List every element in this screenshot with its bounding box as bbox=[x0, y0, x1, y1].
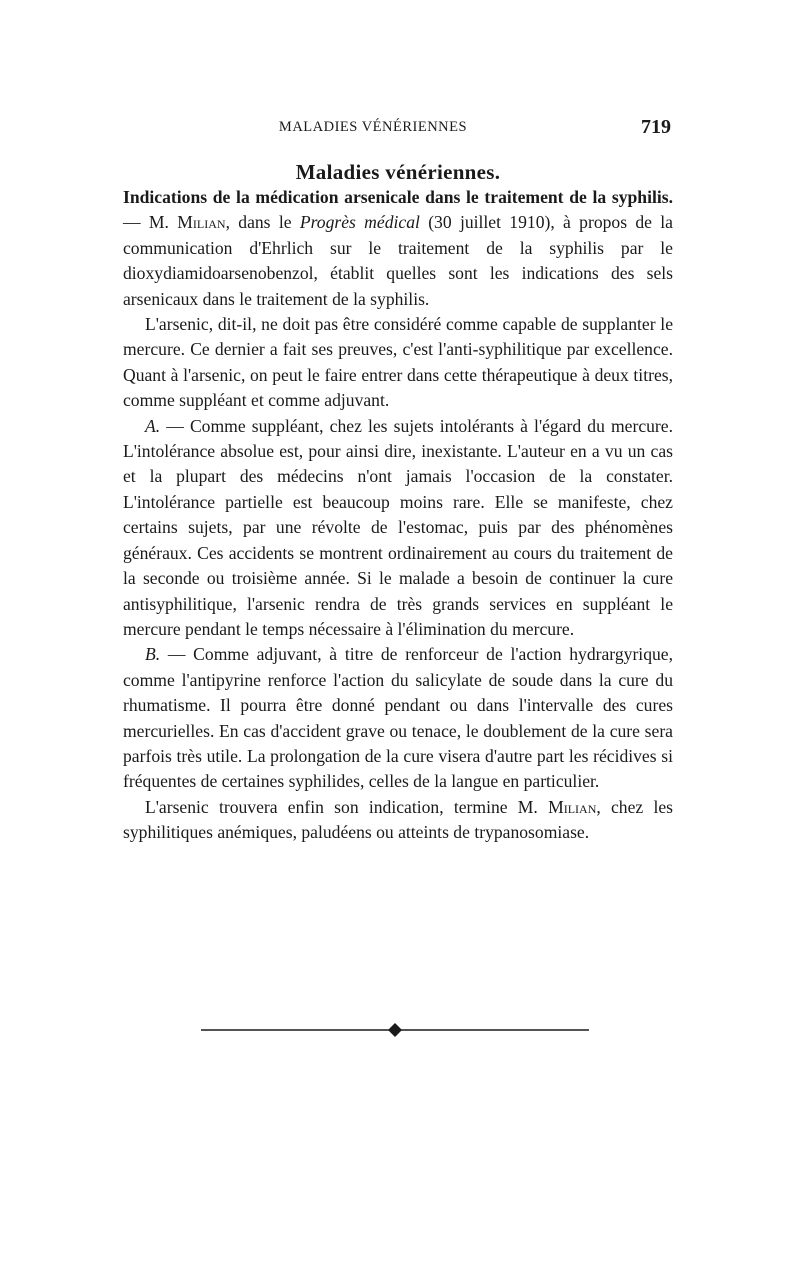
intro-text-1: , dans le bbox=[225, 212, 300, 233]
paragraph-a bbox=[123, 414, 673, 643]
paragraph-conclusion bbox=[123, 795, 673, 846]
paragraph-b-label: B. bbox=[145, 644, 161, 665]
paragraph-a-text: — Comme suppléant, chez les sujets intolérants à l'égard du mercure. L'intolérance absolue est, pour ainsi dire, inexistante. L'auteur en a vu un cas et la plupart des médecins n'ont jamais l'occasion de la constater. L'intolérance partielle est beaucoup moins rare. Elle se manifeste, chez certains sujets, par une révolte de l'estomac, puis par des phénomènes généraux. Ces accidents se montrent ordinairement au cours du traitement de la seconde ou troisième année. Si le malade a besoin de continuer la cure antisyphilitique, l'arsenic rendra de très grands services en suppléant le mercure pendant le temps nécessaire à l'élimination du mercure. bbox=[123, 415, 673, 639]
book-page bbox=[123, 0, 673, 1262]
running-header bbox=[123, 116, 673, 142]
article-heading: Indications de la médication arsenicale dans le traitement de la syphilis. bbox=[123, 187, 673, 207]
article-body bbox=[123, 185, 673, 846]
heading-dash: — bbox=[123, 212, 149, 233]
paragraph-a-label: A. bbox=[145, 415, 161, 436]
diamond-rule-icon bbox=[201, 1020, 589, 1042]
page-number: 719 bbox=[641, 116, 671, 138]
paragraph-intro bbox=[123, 185, 673, 312]
conclusion-text-2: , chez les syphilitiques anémiques, paludéens ou atteints de trypanosomiase. bbox=[123, 796, 673, 843]
author-name: Milian bbox=[177, 212, 226, 233]
section-title: Maladies vénériennes. bbox=[295, 160, 501, 184]
journal-title: Progrès médical bbox=[299, 212, 420, 233]
end-ornament-rule bbox=[201, 1020, 589, 1042]
paragraph-arsenic: L'arsenic, dit-il, ne doit pas être considéré comme capable de supplanter le mercure. Ce dernier a fait ses preuves, c'est l'anti-syphilitique par excellence. Quant à l'arsenic, on peut le faire entrer dans cette thérapeutique à deux titres, comme suppléant et comme adjuvant. bbox=[123, 314, 673, 411]
paragraph-b bbox=[123, 642, 673, 794]
intro-text-2: (30 juillet 1910), à propos de la communication d'Ehrlich sur le traitement de la syphilis par le dioxydiamidoarsenobenzol, établit quelles sont les indications des sels arsenicaux dans le traitement de la syphilis. bbox=[123, 212, 673, 309]
running-title: MALADIES VÉNÉRIENNES bbox=[278, 119, 468, 135]
conclusion-author: Milian bbox=[548, 796, 597, 817]
paragraph-b-text: — Comme adjuvant, à titre de renforceur de l'action hydrargyrique, comme l'antipyrine renforce l'action du salicylate de soude dans la cure du rhumatisme. Il pourra être donné pendant ou dans l'intervalle des cures mercurielles. En cas d'accident grave ou tenace, le doublement de la cure sera parfois très utile. La prolongation de la cure visera d'autre part les récidives si fréquentes de certaines syphilides, celles de la langue en particulier. bbox=[123, 644, 673, 792]
author-initial: M. bbox=[148, 212, 178, 233]
conclusion-text-1: L'arsenic trouvera enfin son indication, termine M. bbox=[145, 796, 549, 817]
